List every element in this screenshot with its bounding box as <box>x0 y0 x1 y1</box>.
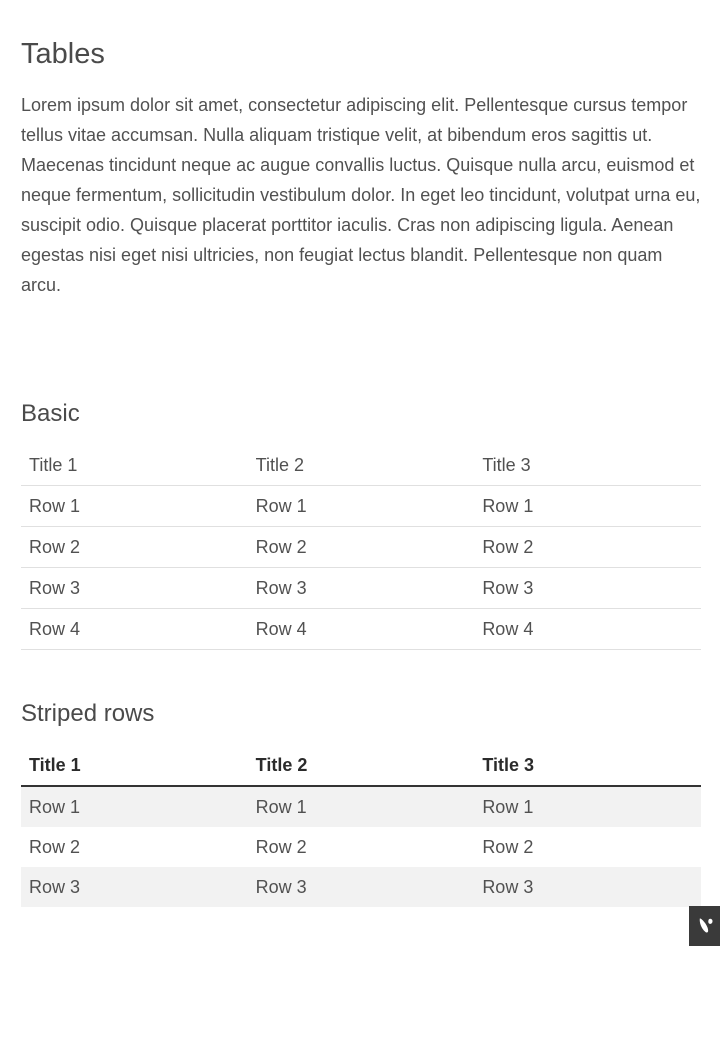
page <box>0 38 720 1062</box>
table-cell: Row 1 <box>21 486 248 527</box>
table-row <box>21 568 701 609</box>
table-cell: Row 3 <box>474 568 701 609</box>
table-cell: Row 3 <box>21 867 248 907</box>
table-row <box>21 867 701 907</box>
table-cell: Row 1 <box>21 786 248 827</box>
table-row <box>21 609 701 650</box>
table-row <box>21 827 701 867</box>
table-cell: Row 1 <box>474 786 701 827</box>
basic-table <box>21 445 701 650</box>
page-title: Tables <box>21 38 105 70</box>
table-cell: Row 1 <box>474 486 701 527</box>
table-cell: Row 2 <box>29 837 81 857</box>
table-cell: Row 3 <box>248 867 475 907</box>
table-row <box>21 786 701 827</box>
table-cell: Row 2 <box>248 527 475 568</box>
table-header-row <box>21 445 701 486</box>
table-cell: Row 1 <box>248 786 475 827</box>
column-header: Title 2 <box>248 445 475 486</box>
table-cell: Row 2 <box>21 527 248 568</box>
main-content <box>0 38 720 907</box>
striped-table <box>21 745 701 907</box>
table-header-row <box>21 745 701 786</box>
table-cell: Row 1 <box>248 486 475 527</box>
column-header: Title 3 <box>474 445 701 486</box>
column-header: Title 3 <box>474 745 701 786</box>
table-cell: Row 3 <box>248 568 475 609</box>
section-heading-striped-rows: Striped rows <box>21 700 155 727</box>
typo3-logo-icon <box>696 916 714 936</box>
admin-panel-toggle-button[interactable] <box>689 906 720 946</box>
table-cell: Row 2 <box>255 837 307 857</box>
table-cell: Row 4 <box>248 609 475 650</box>
section-heading-basic: Basic <box>21 400 80 427</box>
table-row <box>21 527 701 568</box>
table-cell: Row 3 <box>21 568 248 609</box>
table-row <box>21 486 701 527</box>
table-cell: Row 2 <box>474 527 701 568</box>
table-cell: Row 4 <box>21 609 248 650</box>
column-header: Title 1 <box>21 445 248 486</box>
intro-paragraph: Lorem ipsum dolor sit amet, consectetur adipiscing elit. Pellentesque cursus tempor tellus vitae accumsan. Nulla aliquam tristique velit, at bibendum eros sagittis ut. Maecenas tincidunt neque ac augue convallis luctus. Quisque nulla arcu, euismod et neque fermentum, sollicitudin vestibulum dolor. In eget leo tincidunt, volutpat urna eu, suscipit odio. Quisque placerat porttitor iaculis. Cras non adipiscing ligula. Aenean egestas nisi eget nisi ultricies, non feugiat lectus blandit. Pellentesque non quam arcu. <box>21 95 701 295</box>
table-cell: Row 2 <box>482 837 534 857</box>
column-header: Title 2 <box>248 745 475 786</box>
table-cell: Row 4 <box>474 609 701 650</box>
table-cell: Row 3 <box>474 867 701 907</box>
column-header: Title 1 <box>21 745 248 786</box>
